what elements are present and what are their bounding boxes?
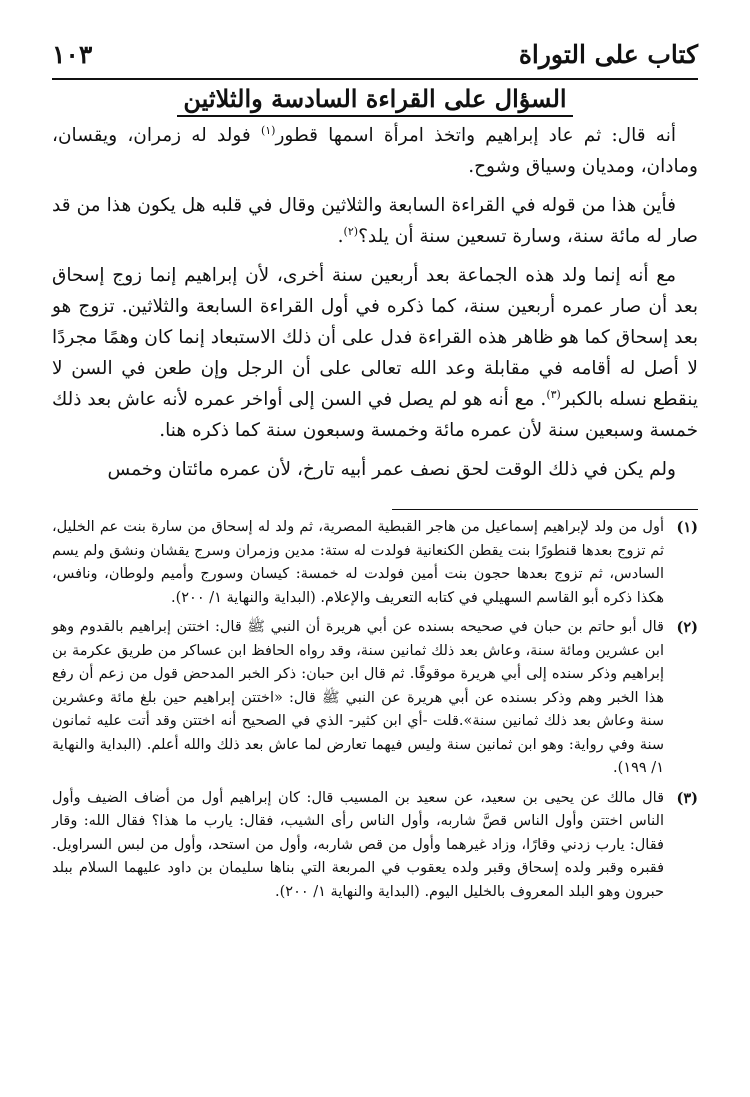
footnote-number: (٢) (676, 619, 698, 636)
paragraph (52, 260, 698, 446)
paragraph-text: مع أنه إنما ولد هذه الجماعة بعد أربعين سنة أخرى، لأن إبراهيم إنما زوج إسحاق بعد أن صار عمره أربعين سنة، كما ذكره في أول القراءة السابعة والثلاثين. تزوج هو بعد إسحاق كما هو ظاهر هذه القراءة فدل على أن ذلك الاستبعاد إنما كان وهمًا مجردًا لا أصل له أقامه في مقابلة وعد الله تعالى على أن الرجل وإن طعن في السن لا ينقطع نسله بالكبر (52, 265, 699, 410)
footnote-text: أول من ولد لإبراهيم إسماعيل من هاجر القبطية المصرية، ثم ولد له إسحاق من سارة بنت عم الخليل، ثم تزوج بعدها قنطورًا بنت يقطن الكنعانية فولدت له ستة: مدين وزمران وسرج يقشان ونشق ولم يسم السادس، ثم تزوج بعدها حجون بنت أمين فولدت له خمسة: كيسان وسورج وأميم ولوطان، ونافس، هكذا ذكره أبو القاسم السهيلي في كتابه التعريف والإعلام. (البداية والنهاية ١/ ٢٠٠). (52, 519, 664, 606)
paragraph-text: . (337, 226, 344, 247)
paragraph (52, 120, 698, 182)
chapter-title (52, 84, 698, 113)
paragraph-text: فأين هذا من قوله في القراءة السابعة والثلاثين وقال في قلبه هل يكون هذا من قد صار له مائة سنة، وسارة تسعين سنة أن يلد؟ (52, 195, 698, 247)
footnote-ref: (٢) (343, 224, 359, 238)
paragraph (52, 454, 698, 485)
footnote-ref: (١) (260, 123, 276, 137)
footnote-number: (١) (676, 519, 698, 536)
footnote-text: قال مالك عن يحيى بن سعيد، عن سعيد بن المسيب قال: كان إبراهيم أول من أضاف الضيف وأول الناس اختتن وأول الناس قصَّ شاربه، وأول الناس رأى الشيب، فقال: يارب ما هذا؟ فقال الله: وقار فقال: يارب زدني وقارًا، وزاد غيرهما وأول من قص شاربه، وأول من استحد، وأول من لبس السراويل. فقبره وقبر ولده إسحاق وقبر ولده يعقوب في المربعة التي بناها سليمان بن داود عليهما السلام ببلد حبرون وهو البلد المعروف بالخليل اليوم. (البداية والنهاية ١/ ٢٠٠). (52, 789, 664, 900)
paragraph (52, 190, 698, 252)
footnote-ref: (٣) (546, 387, 561, 401)
paragraph-text: أنه قال: ثم عاد إبراهيم واتخذ امرأة اسمها قطور (275, 125, 676, 146)
book-title: كتاب على التوراة (518, 40, 698, 69)
footnote-number: (٣) (676, 789, 698, 807)
paragraph-text: فولد له زمران، ويقسان، ومادان، ومديان وسياق وشوح. (52, 125, 698, 177)
running-head (52, 38, 698, 80)
paragraph-text: . مع أنه هو لم يصل في السن إلى أواخر عمره لأنه عاش بعد ذلك خمسة وسبعين سنة لأن عمره مائة وخمسة وسبعون سنة كما ذكره هنا. (52, 389, 698, 441)
footnote-text: قال أبو حاتم بن حبان في صحيحه بسنده عن أبي هريرة أن النبي ﷺ قال: اختتن إبراهيم بالقدوم وهو ابن عشرين ومائة سنة، وعاش بعد ذلك ثمانين سنة، وقد رواه الحافظ ابن عساكر من طريق عكرمة بن إبراهيم وذكر سنده إلى أبي هريرة موقوفًا. ثم قال ابن حبان: ذكر الخبر المدحض قول من زعم أن رفع هذا الخبر وهم وذكر بسنده عن أبي هريرة عن النبي ﷺ قال: «اختتن إبراهيم حين بلغ مائة وعشرين سنة وعاش بعد ذلك ثمانين سنة».قلت -أي ابن كثير- الذي في الصحيح أنه اختتن وقد أتت عليه ثمانون سنة وفي رواية: وهو ابن ثمانين سنة وليس فيهما تعارض لما عاش بعد ذلك والله أعلم. (البداية والنهاية ١/ ١٩٩). (52, 619, 664, 776)
footnote (52, 787, 698, 905)
footnote (52, 616, 698, 781)
chapter-title-text: السؤال على القراءة السادسة والثلاثين (177, 84, 572, 117)
main-text (52, 120, 698, 493)
page-number: ١٠٣ (52, 40, 93, 69)
footnote-separator (392, 509, 698, 510)
paragraph-text: ولم يكن في ذلك الوقت لحق نصف عمر أبيه تارخ، لأن عمره مائتان وخمس (107, 459, 676, 480)
footnote (52, 516, 698, 610)
footnotes (52, 516, 698, 910)
